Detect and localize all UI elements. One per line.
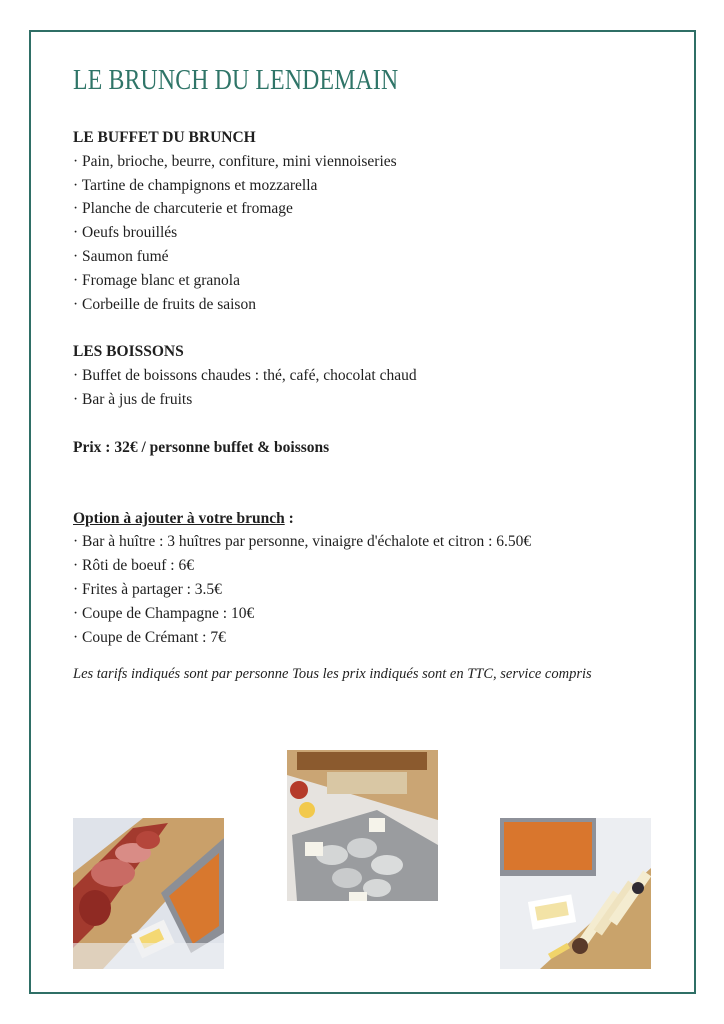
pricing-note: Les tarifs indiqués sont par personne Tous les prix indiqués sont en TTC, service compris <box>73 666 592 683</box>
option-item: · Frites à partager : 3.5€ <box>73 580 222 598</box>
buffet-item: · Saumon fumé <box>73 247 169 265</box>
drinks-item: · Bar à jus de fruits <box>73 390 193 408</box>
charcuterie-photo <box>73 818 224 969</box>
buffet-heading: LE BUFFET DU BRUNCH <box>73 129 256 146</box>
option-item: · Bar à huître : 3 huîtres par personne, vinaigre d'échalote et citron : 6.50€ <box>73 533 532 551</box>
options-heading: Option à ajouter à votre brunch <box>73 509 285 527</box>
drinks-item: · Buffet de boissons chaudes : thé, café, chocolat chaud <box>73 367 417 385</box>
buffet-item: · Oeufs brouillés <box>73 224 178 242</box>
option-item: · Coupe de Champagne : 10€ <box>73 604 255 622</box>
option-item: · Rôti de boeuf : 6€ <box>73 557 194 575</box>
page-title: LE BRUNCH DU LENDEMAIN <box>73 64 399 96</box>
option-item: · Coupe de Crémant : 7€ <box>73 628 226 646</box>
options-heading-row <box>73 507 683 531</box>
buffet-item: · Corbeille de fruits de saison <box>73 295 256 313</box>
options-heading-suffix: : <box>284 509 294 527</box>
drinks-heading: LES BOISSONS <box>73 343 184 361</box>
buffet-item: · Pain, brioche, beurre, confiture, mini viennoiseries <box>73 152 397 170</box>
menu-content <box>73 126 683 686</box>
oysters-photo <box>287 750 438 901</box>
buffet-item: · Tartine de champignons et mozzarella <box>73 176 318 194</box>
price-line: Prix : 32€ / personne buffet & boissons <box>73 438 330 456</box>
buffet-item: · Planche de charcuterie et fromage <box>73 200 293 218</box>
buffet-item: · Fromage blanc et granola <box>73 271 240 289</box>
salmon-cheese-photo <box>500 818 651 969</box>
